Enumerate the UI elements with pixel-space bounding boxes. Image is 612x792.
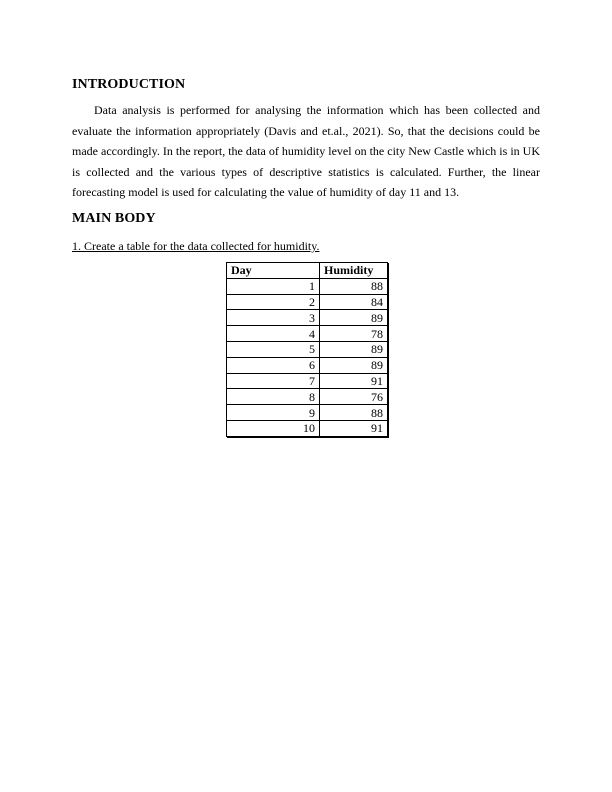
- humidity-cell: 89: [320, 357, 388, 373]
- humidity-cell: 84: [320, 294, 388, 310]
- table-row: [227, 294, 388, 310]
- header-day: Day: [227, 263, 320, 279]
- table-header-row: [227, 263, 388, 279]
- table-row: [227, 420, 388, 436]
- humidity-cell: 78: [320, 326, 388, 342]
- day-cell: 6: [227, 357, 320, 373]
- day-cell: 8: [227, 389, 320, 405]
- table-row: [227, 326, 388, 342]
- humidity-cell: 88: [320, 278, 388, 294]
- header-humidity: Humidity: [320, 263, 388, 279]
- day-cell: 1: [227, 278, 320, 294]
- humidity-cell: 89: [320, 341, 388, 357]
- day-cell: 10: [227, 420, 320, 436]
- humidity-cell: 91: [320, 420, 388, 436]
- main-body-heading: MAIN BODY: [72, 211, 156, 226]
- day-cell: 2: [227, 294, 320, 310]
- table-row: [227, 373, 388, 389]
- humidity-cell: 76: [320, 389, 388, 405]
- question-1: 1. Create a table for the data collected for humidity.: [72, 239, 320, 253]
- table-row: [227, 405, 388, 421]
- table-row: [227, 357, 388, 373]
- table-row: [227, 278, 388, 294]
- humidity-cell: 89: [320, 310, 388, 326]
- day-cell: 7: [227, 373, 320, 389]
- day-cell: 9: [227, 405, 320, 421]
- day-cell: 4: [227, 326, 320, 342]
- humidity-table: [226, 262, 388, 437]
- humidity-cell: 88: [320, 405, 388, 421]
- day-cell: 3: [227, 310, 320, 326]
- introduction-heading: INTRODUCTION: [72, 77, 186, 92]
- table-row: [227, 389, 388, 405]
- day-cell: 5: [227, 341, 320, 357]
- table-row: [227, 310, 388, 326]
- humidity-cell: 91: [320, 373, 388, 389]
- introduction-paragraph: Data analysis is performed for analysing the information which has been collected and evaluate the information appropriately (Davis and et.al., 2021). So, that the decisions could be made accordingly. In the report, the data of humidity level on the city New Castle which is in UK is collected and the various types of descriptive statistics is calculated. Further, the linear forecasting model is used for calculating the value of humidity of day 11 and 13.: [72, 103, 540, 200]
- table-row: [227, 341, 388, 357]
